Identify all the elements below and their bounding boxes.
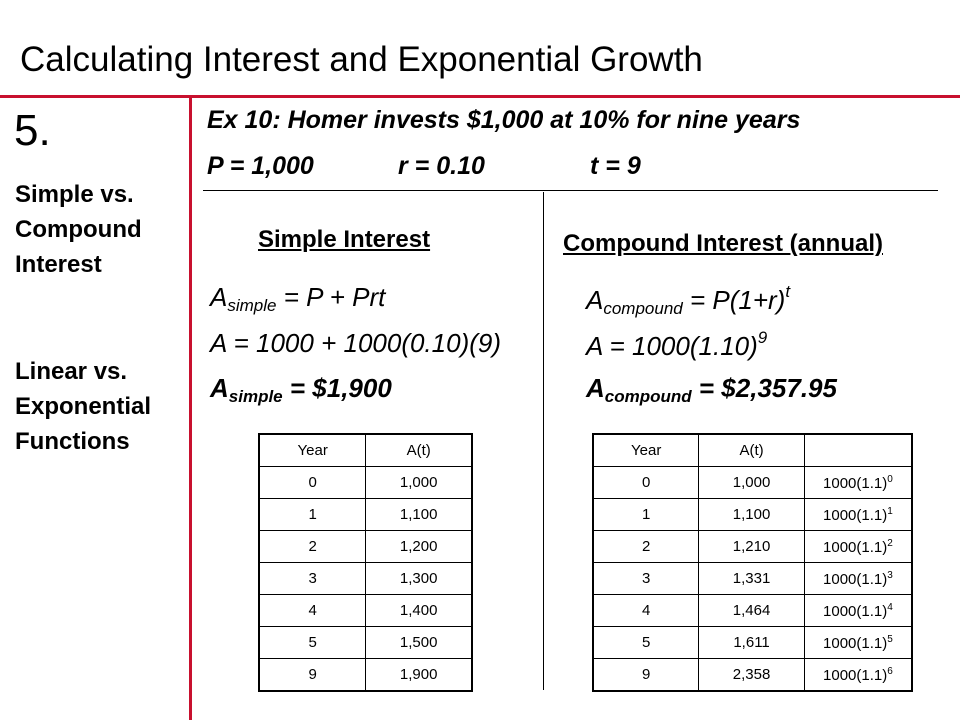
simple-interest-heading: Simple Interest bbox=[258, 226, 431, 253]
amount-cell: 1,611 bbox=[699, 627, 804, 659]
table-row bbox=[593, 627, 912, 659]
compound-formula: $A_{compound} = P(1+r)^t$ bbox=[586, 282, 791, 318]
example-statement: Ex 10: Homer invests $1,000 at 10% for nine years bbox=[207, 106, 801, 134]
page-title: Calculating Interest and Exponential Growth bbox=[20, 40, 703, 79]
table-header-expression bbox=[804, 434, 912, 467]
table-header-row bbox=[593, 434, 912, 467]
variable-r: r = 0.10 bbox=[398, 152, 485, 180]
year-cell: 0 bbox=[593, 467, 699, 499]
expression-cell: $1000(1.1)^4$ bbox=[804, 595, 912, 627]
compound-result: $A_{compound}$ = $2,357.95 bbox=[586, 373, 837, 406]
table-row bbox=[593, 499, 912, 531]
sidebar-topic-simple-compound: Simple vs. Compound Interest bbox=[15, 181, 142, 278]
table-row bbox=[259, 499, 472, 531]
sidebar-topic-linear-exponential: Linear vs. Exponential Functions bbox=[15, 358, 152, 455]
year-cell: 1 bbox=[259, 499, 366, 531]
sidebar-divider bbox=[189, 97, 192, 720]
amount-cell: 1,200 bbox=[366, 531, 472, 563]
amount-cell: 1,331 bbox=[699, 563, 804, 595]
amount-cell: 1,000 bbox=[366, 467, 472, 499]
year-cell: 5 bbox=[259, 627, 366, 659]
year-cell: 0 bbox=[259, 467, 366, 499]
slide-number: 5. bbox=[14, 106, 51, 155]
table-header-amount: A(t) bbox=[366, 434, 472, 467]
table-header-row bbox=[259, 434, 472, 467]
amount-cell: 1,464 bbox=[699, 595, 804, 627]
amount-cell: 2,358 bbox=[699, 659, 804, 692]
table-row bbox=[259, 467, 472, 499]
amount-cell: 1,100 bbox=[699, 499, 804, 531]
year-cell: 2 bbox=[593, 531, 699, 563]
amount-cell: 1,500 bbox=[366, 627, 472, 659]
title-divider bbox=[0, 95, 960, 98]
year-cell: 1 bbox=[593, 499, 699, 531]
expression-cell: $1000(1.1)^5$ bbox=[804, 627, 912, 659]
simple-calculation: A = 1000 + 1000(0.10)(9) bbox=[210, 328, 502, 358]
year-cell: 2 bbox=[259, 531, 366, 563]
simple-interest-table bbox=[258, 433, 473, 692]
amount-cell: 1,100 bbox=[366, 499, 472, 531]
year-cell: 5 bbox=[593, 627, 699, 659]
amount-cell: 1,900 bbox=[366, 659, 472, 692]
table-header-amount: A(t) bbox=[699, 434, 804, 467]
expression-cell: $1000(1.1)^0$ bbox=[804, 467, 912, 499]
expression-cell: $1000(1.1)^3$ bbox=[804, 563, 912, 595]
section-divider bbox=[203, 190, 938, 191]
amount-cell: 1,210 bbox=[699, 531, 804, 563]
simple-result: $A_{simple}$ = $1,900 bbox=[210, 373, 392, 406]
table-row bbox=[259, 563, 472, 595]
simple-formula: $A_{simple} = P$ + Prt bbox=[210, 282, 386, 315]
amount-cell: 1,300 bbox=[366, 563, 472, 595]
year-cell: 9 bbox=[593, 659, 699, 692]
table-row bbox=[259, 659, 472, 692]
table-row bbox=[593, 467, 912, 499]
table-row bbox=[593, 659, 912, 692]
table-row bbox=[593, 531, 912, 563]
variable-t: t = 9 bbox=[590, 152, 641, 180]
year-cell: 4 bbox=[593, 595, 699, 627]
expression-cell: $1000(1.1)^6$ bbox=[804, 659, 912, 692]
year-cell: 3 bbox=[259, 563, 366, 595]
compound-interest-heading: Compound Interest (annual) bbox=[563, 230, 883, 257]
year-cell: 9 bbox=[259, 659, 366, 692]
amount-cell: 1,000 bbox=[699, 467, 804, 499]
variable-p: P = 1,000 bbox=[207, 152, 314, 180]
table-row bbox=[593, 595, 912, 627]
column-divider bbox=[543, 192, 544, 690]
compound-calculation: $A = 1000(1.10)^9$ bbox=[586, 328, 768, 361]
table-row bbox=[593, 563, 912, 595]
expression-cell: $1000(1.1)^1$ bbox=[804, 499, 912, 531]
table-header-year: Year bbox=[259, 434, 366, 467]
year-cell: 4 bbox=[259, 595, 366, 627]
table-header-year: Year bbox=[593, 434, 699, 467]
year-cell: 3 bbox=[593, 563, 699, 595]
table-row bbox=[259, 627, 472, 659]
compound-interest-table bbox=[592, 433, 913, 692]
table-row bbox=[259, 531, 472, 563]
table-row bbox=[259, 595, 472, 627]
expression-cell: $1000(1.1)^2$ bbox=[804, 531, 912, 563]
amount-cell: 1,400 bbox=[366, 595, 472, 627]
